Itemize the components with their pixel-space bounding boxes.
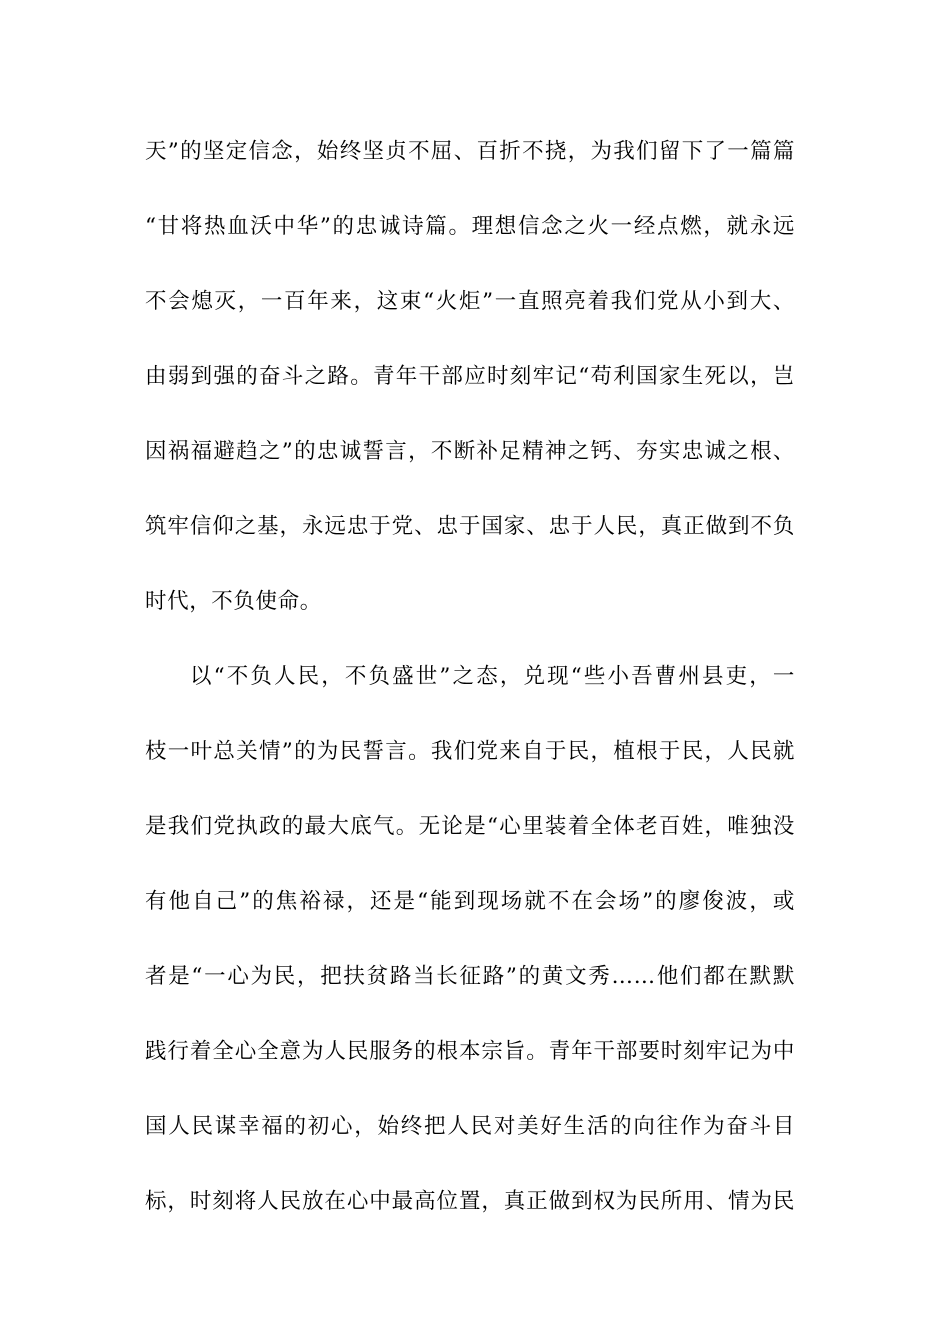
paragraph-first-line: 以“不负人民，不负盛世”之态，兑现“些小吾曹州县吏，一 [190, 664, 795, 689]
text-line: 由弱到强的奋斗之路。青年干部应时刻牢记“苟利国家生死以，岂 [145, 364, 795, 389]
text-line: 践行着全心全意为人民服务的根本宗旨。青年干部要时刻牢记为中 [145, 1039, 795, 1064]
text-line: 天”的坚定信念，始终坚贞不屈、百折不挠，为我们留下了一篇篇 [145, 139, 795, 164]
text-line: 标，时刻将人民放在心中最高位置，真正做到权为民所用、情为民 [145, 1189, 795, 1214]
text-line: “甘将热血沃中华”的忠诚诗篇。理想信念之火一经点燃，就永远 [145, 214, 795, 239]
text-line: 因祸福避趋之”的忠诚誓言，不断补足精神之钙、夯实忠诚之根、 [145, 439, 795, 464]
text-line: 枝一叶总关情”的为民誓言。我们党来自于民，植根于民，人民就 [145, 739, 795, 764]
paragraph-end-line: 时代，不负使命。 [145, 589, 322, 614]
text-line: 者是“一心为民，把扶贫路当长征路”的黄文秀……他们都在默默 [145, 964, 795, 989]
text-line: 不会熄灭，一百年来，这束“火炬”一直照亮着我们党从小到大、 [145, 289, 795, 314]
text-line: 筑牢信仰之基，永远忠于党、忠于国家、忠于人民，真正做到不负 [145, 514, 795, 539]
text-line: 是我们党执政的最大底气。无论是“心里装着全体老百姓，唯独没 [145, 814, 795, 839]
text-line: 国人民谋幸福的初心，始终把人民对美好生活的向往作为奋斗目 [145, 1114, 795, 1139]
text-line: 有他自己”的焦裕禄，还是“能到现场就不在会场”的廖俊波，或 [145, 889, 795, 914]
